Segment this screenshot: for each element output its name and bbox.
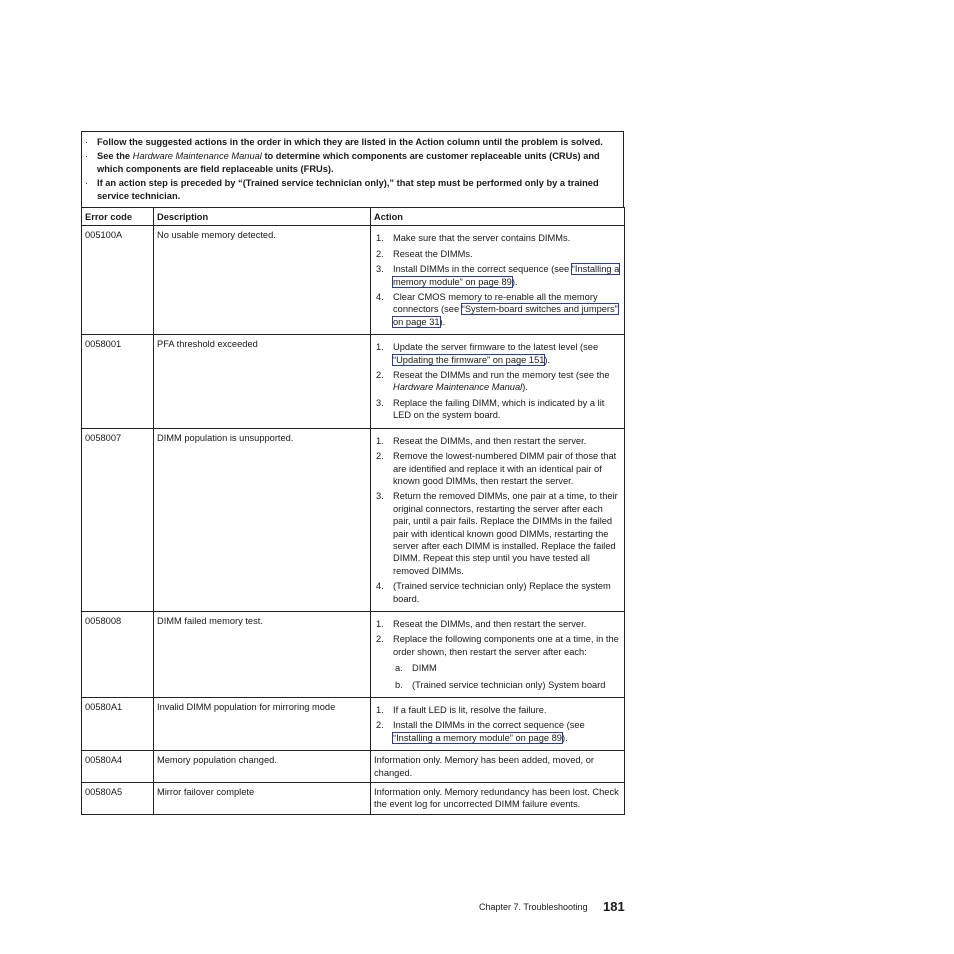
action-step xyxy=(374,263,621,288)
action-step xyxy=(374,232,621,244)
table-row xyxy=(82,751,625,783)
step-text xyxy=(393,397,621,422)
step-text-segment: ). xyxy=(511,276,518,287)
sub-step-letter: b. xyxy=(395,679,403,690)
step-text xyxy=(393,719,621,744)
step-number: 3. xyxy=(376,264,384,275)
action-list xyxy=(374,435,621,605)
sub-step xyxy=(393,662,621,674)
action-step xyxy=(374,369,621,394)
header-action: Action xyxy=(371,208,625,226)
cross-reference-link[interactable]: “Installing a memory module” on page 89 xyxy=(393,732,562,743)
footer-chapter: Chapter 7. Troubleshooting xyxy=(479,902,588,912)
step-number: 1. xyxy=(376,435,384,446)
action-step xyxy=(374,341,621,366)
step-number: 2. xyxy=(376,720,384,731)
step-text xyxy=(393,490,621,577)
step-text-segment: Update the server firmware to the latest level (see xyxy=(393,342,599,353)
step-number: 1. xyxy=(376,705,384,715)
action-step xyxy=(374,580,621,605)
step-text-segment: Clear CMOS memory to re-enable all the memory connectors (see xyxy=(393,292,598,315)
step-number: 4. xyxy=(376,581,384,592)
sub-step-list xyxy=(393,662,621,691)
notes-box xyxy=(81,131,624,207)
header-description: Description xyxy=(154,208,371,226)
manual-title: Hardware Maintenance Manual xyxy=(132,151,262,161)
error-code-cell: 00580A4 xyxy=(82,751,154,783)
step-text-segment: Install the DIMMs in the correct sequence (see xyxy=(393,720,585,731)
step-number: 1. xyxy=(376,618,384,629)
action-cell xyxy=(371,226,625,335)
step-text-segment: Reseat the DIMMs, and then restart the server. xyxy=(393,618,587,629)
step-text-segment: Replace the following components one at a time, in the order shown, then restart the server after each: xyxy=(393,634,619,657)
error-code-cell: 0058001 xyxy=(82,335,154,428)
action-step xyxy=(374,704,621,716)
step-text xyxy=(393,450,621,487)
step-number: 4. xyxy=(376,292,384,303)
step-text-segment: Remove the lowest-numbered DIMM pair of those that are identified and replace it with an identical pair of known good DIMMs, then restart the server. xyxy=(393,451,617,486)
action-cell xyxy=(371,611,625,697)
step-text-segment: Replace the failing DIMM, which is indicated by a lit LED on the system board. xyxy=(393,397,605,421)
step-number: 3. xyxy=(376,491,384,502)
info-text: Information only. Memory redundancy has been lost. Check the event log for uncorrected DIMM failure events. xyxy=(374,787,619,810)
step-text-segment: ). xyxy=(522,382,528,393)
action-step xyxy=(374,618,621,630)
error-code-cell: 0058008 xyxy=(82,611,154,697)
action-list xyxy=(374,618,621,691)
step-text xyxy=(393,263,621,288)
step-text xyxy=(393,580,621,605)
step-text-segment: Reseat the DIMMs and run the memory test (see the xyxy=(393,370,610,381)
step-text-segment: If a fault LED is lit, resolve the failure. xyxy=(393,705,547,715)
step-number: 2. xyxy=(376,451,384,462)
error-code-cell: 0058007 xyxy=(82,428,154,611)
note-item xyxy=(85,177,617,203)
step-text xyxy=(393,341,621,366)
note-item xyxy=(85,150,617,176)
error-code-cell: 00580A5 xyxy=(82,783,154,815)
note-text: Follow the suggested actions in the order in which they are listed in the Action column until the problem is solved. xyxy=(97,137,603,147)
action-list xyxy=(374,341,621,421)
step-text-segment: Reseat the DIMMs, and then restart the server. xyxy=(393,435,587,446)
step-text xyxy=(393,633,621,691)
action-cell xyxy=(371,698,625,751)
error-code-cell: 00580A1 xyxy=(82,698,154,751)
sub-step-text: (Trained service technician only) System board xyxy=(412,679,606,690)
page-number: 181 xyxy=(603,899,625,914)
action-step xyxy=(374,450,621,487)
table-row xyxy=(82,611,625,697)
action-list xyxy=(374,704,621,744)
table-row xyxy=(82,783,625,815)
error-code-table xyxy=(81,207,625,815)
step-text-segment: (Trained service technician only) Replace the system board. xyxy=(393,581,611,604)
table-row xyxy=(82,698,625,751)
action-cell xyxy=(371,428,625,611)
note-item xyxy=(85,136,617,149)
sub-step xyxy=(393,679,621,691)
action-step xyxy=(374,291,621,328)
step-text-segment: Return the removed DIMMs, one pair at a time, to their original connectors, restarting the server after each pair, until a pair fails. Replace the DIMMs in the failed pair with identical known good DIMMs, restarting the server after each DIMM is installed. Replace the failed DIMM. Repeat this step until you have tested all removed DIMMs. xyxy=(393,491,618,576)
bullet: · xyxy=(85,178,89,188)
description-cell: Memory population changed. xyxy=(154,751,371,783)
sub-step-text: DIMM xyxy=(412,663,437,674)
sub-step-letter: a. xyxy=(395,663,403,674)
table-row xyxy=(82,226,625,335)
header-error-code: Error code xyxy=(82,208,154,226)
table-row xyxy=(82,428,625,611)
step-text xyxy=(393,704,621,716)
description-cell: Invalid DIMM population for mirroring mode xyxy=(154,698,371,751)
step-text-segment: ). xyxy=(561,732,568,743)
description-cell: Mirror failover complete xyxy=(154,783,371,815)
step-number: 1. xyxy=(376,233,384,244)
manual-title: Hardware Maintenance Manual xyxy=(393,382,523,393)
action-step xyxy=(374,248,621,260)
action-cell xyxy=(371,751,625,783)
step-text xyxy=(393,618,621,630)
step-number: 3. xyxy=(376,397,384,408)
step-number: 2. xyxy=(376,248,384,259)
step-number: 1. xyxy=(376,342,384,353)
step-text xyxy=(393,232,621,244)
step-number: 2. xyxy=(376,634,384,645)
step-text-segment: Make sure that the server contains DIMMs. xyxy=(393,233,571,244)
step-text xyxy=(393,248,621,260)
action-cell xyxy=(371,335,625,428)
bullet: · xyxy=(85,137,89,147)
table-row xyxy=(82,335,625,428)
action-step xyxy=(374,397,621,422)
step-text-segment: ). xyxy=(439,316,446,327)
action-step xyxy=(374,633,621,691)
description-cell: PFA threshold exceeded xyxy=(154,335,371,428)
action-list xyxy=(374,232,621,328)
description-cell: DIMM population is unsupported. xyxy=(154,428,371,611)
action-step xyxy=(374,435,621,447)
step-text-segment: ). xyxy=(544,354,551,365)
table-header-row xyxy=(82,208,625,226)
action-step xyxy=(374,490,621,577)
step-text-segment: Reseat the DIMMs. xyxy=(393,248,473,259)
troubleshooting-page xyxy=(81,131,624,815)
step-number: 2. xyxy=(376,370,384,381)
action-step xyxy=(374,719,621,744)
description-cell: DIMM failed memory test. xyxy=(154,611,371,697)
step-text xyxy=(393,291,621,328)
action-cell xyxy=(371,783,625,815)
info-text: Information only. Memory has been added, moved, or changed. xyxy=(374,755,594,778)
step-text xyxy=(393,435,621,447)
cross-reference-link[interactable]: “Installing a memory module” on page 89 xyxy=(393,264,620,287)
cross-reference-link[interactable]: “System-board switches and jumpers” on page 31 xyxy=(393,304,618,327)
cross-reference-link[interactable]: “Updating the firmware” on page 151 xyxy=(393,354,545,365)
error-code-cell: 005100A xyxy=(82,226,154,335)
step-text-segment: Install DIMMs in the correct sequence (see xyxy=(393,264,572,275)
bullet: · xyxy=(85,151,89,161)
note-text: See the Hardware Maintenance Manual to determine which components are customer replaceable units (CRUs) and which components are field replaceable units (FRUs). xyxy=(97,151,600,174)
step-text xyxy=(393,369,621,394)
description-cell: No usable memory detected. xyxy=(154,226,371,335)
note-text: If an action step is preceded by “(Trained service technician only),” that step must be performed only by a trained service technician. xyxy=(97,178,599,201)
